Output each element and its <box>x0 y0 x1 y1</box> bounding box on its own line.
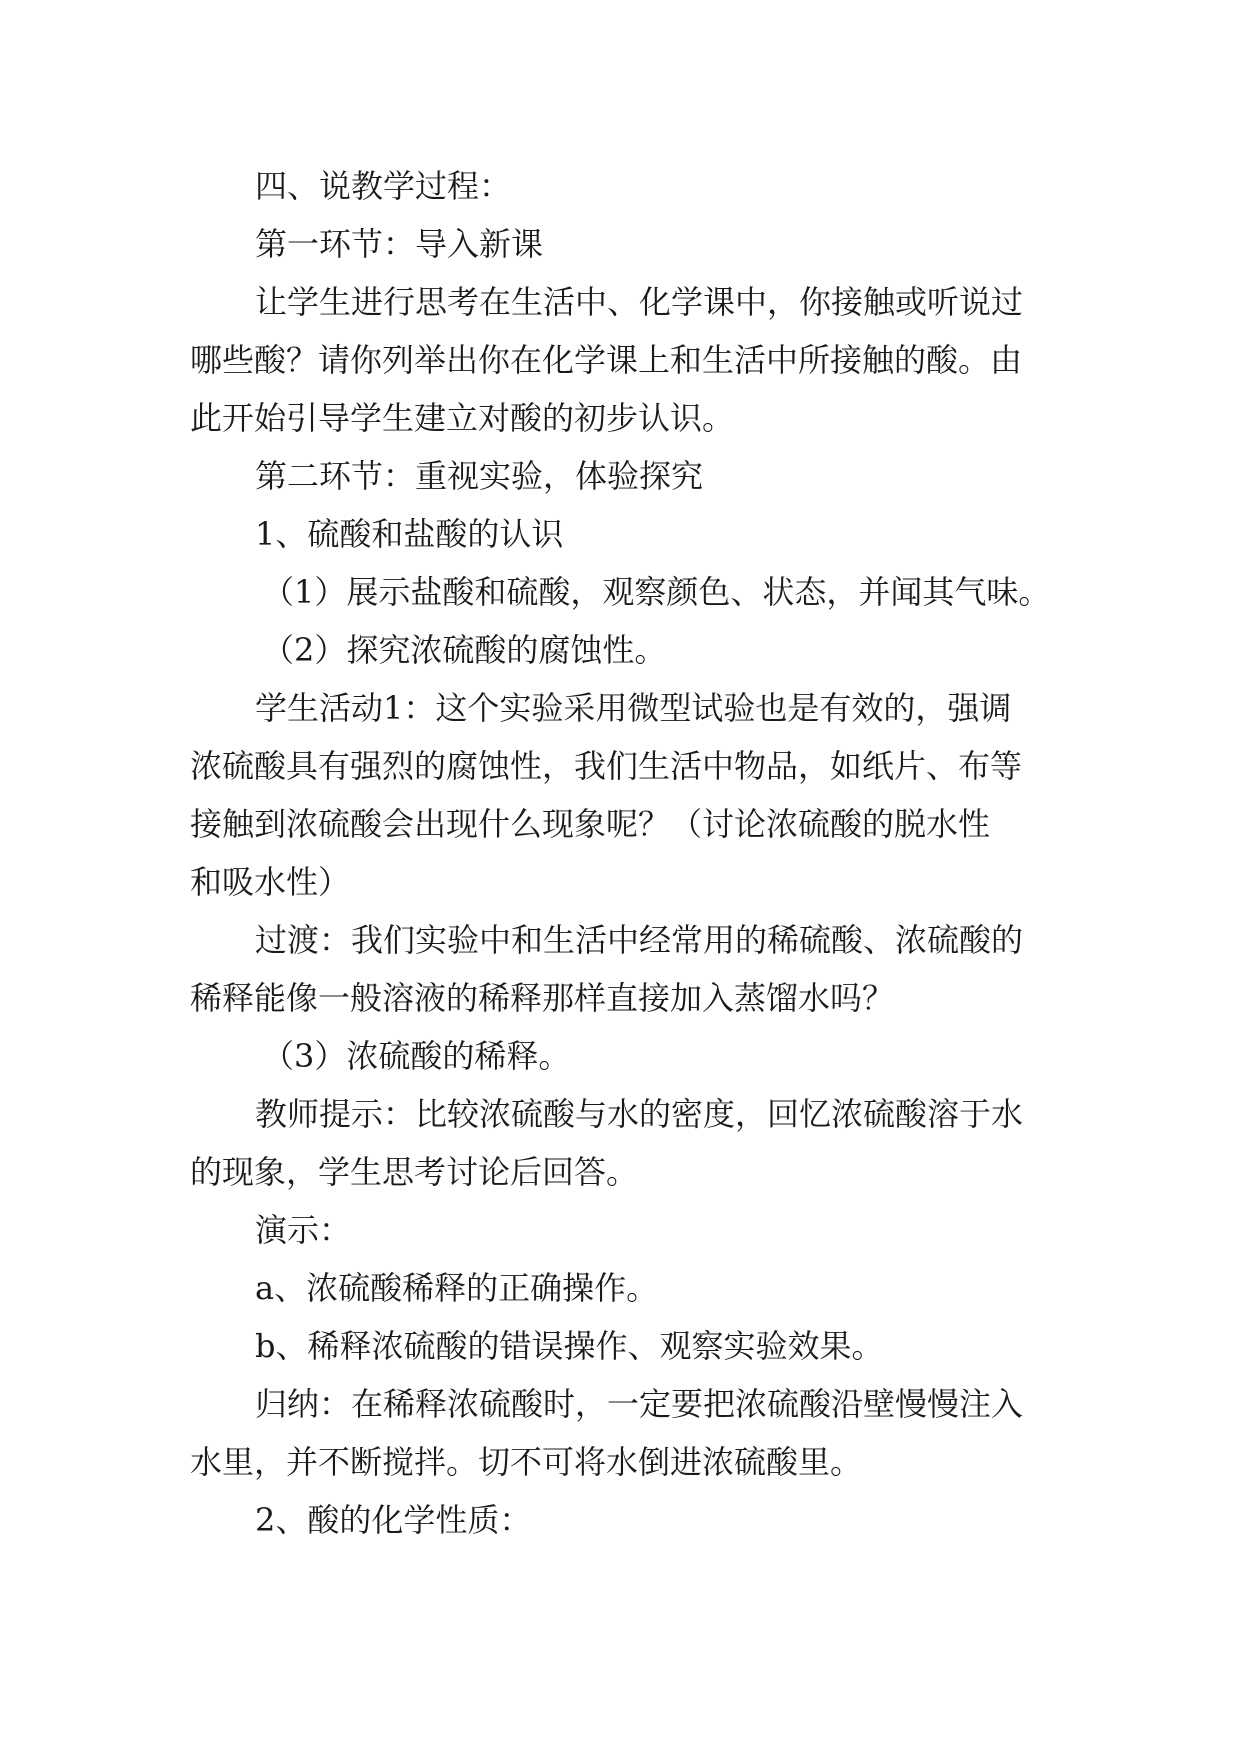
paragraph-line: 过渡：我们实验中和生活中经常用的稀硫酸、浓硫酸的 <box>255 921 1024 959</box>
paragraph-line: 的现象，学生思考讨论后回答。 <box>190 1153 639 1191</box>
paragraph-line: 浓硫酸具有强烈的腐蚀性，我们生活中物品，如纸片、布等 <box>190 747 1023 785</box>
paragraph-line: 水里，并不断搅拌。切不可将水倒进浓硫酸里。 <box>190 1443 863 1481</box>
subsection-heading: 2、酸的化学性质： <box>255 1501 532 1539</box>
paragraph-line: 接触到浓硫酸会出现什么现象呢？（讨论浓硫酸的脱水性 <box>190 805 991 843</box>
paragraph-line: 归纳：在稀释浓硫酸时，一定要把浓硫酸沿壁慢慢注入 <box>255 1385 1024 1423</box>
list-item: （2）探究浓硫酸的腐蚀性。 <box>262 631 667 669</box>
list-item: b、稀释浓硫酸的错误操作、观察实验效果。 <box>255 1327 884 1365</box>
section-step-two: 第二环节：重视实验，体验探究 <box>255 457 704 495</box>
list-item: a、浓硫酸稀释的正确操作。 <box>255 1269 659 1307</box>
paragraph-line: 哪些酸？请你列举出你在化学课上和生活中所接触的酸。由 <box>190 341 1023 379</box>
paragraph-line: 演示： <box>255 1211 352 1249</box>
list-item: （1）展示盐酸和硫酸，观察颜色、状态，并闻其气味。 <box>262 573 1051 611</box>
section-step-one: 第一环节：导入新课 <box>255 225 544 263</box>
paragraph-line: 教师提示：比较浓硫酸与水的密度，回忆浓硫酸溶于水 <box>255 1095 1024 1133</box>
heading-teaching-process: 四、说教学过程： <box>255 167 512 205</box>
paragraph-line: 稀释能像一般溶液的稀释那样直接加入蒸馏水吗？ <box>190 979 895 1017</box>
subsection-heading: 1、硫酸和盐酸的认识 <box>255 515 564 553</box>
paragraph-line: 此开始引导学生建立对酸的初步认识。 <box>190 399 735 437</box>
list-item: （3）浓硫酸的稀释。 <box>262 1037 571 1075</box>
paragraph-line: 学生活动1：这个实验采用微型试验也是有效的，强调 <box>255 689 1012 727</box>
paragraph-line: 让学生进行思考在生活中、化学课中，你接触或听说过 <box>255 283 1024 321</box>
paragraph-line: 和吸水性） <box>190 863 351 901</box>
